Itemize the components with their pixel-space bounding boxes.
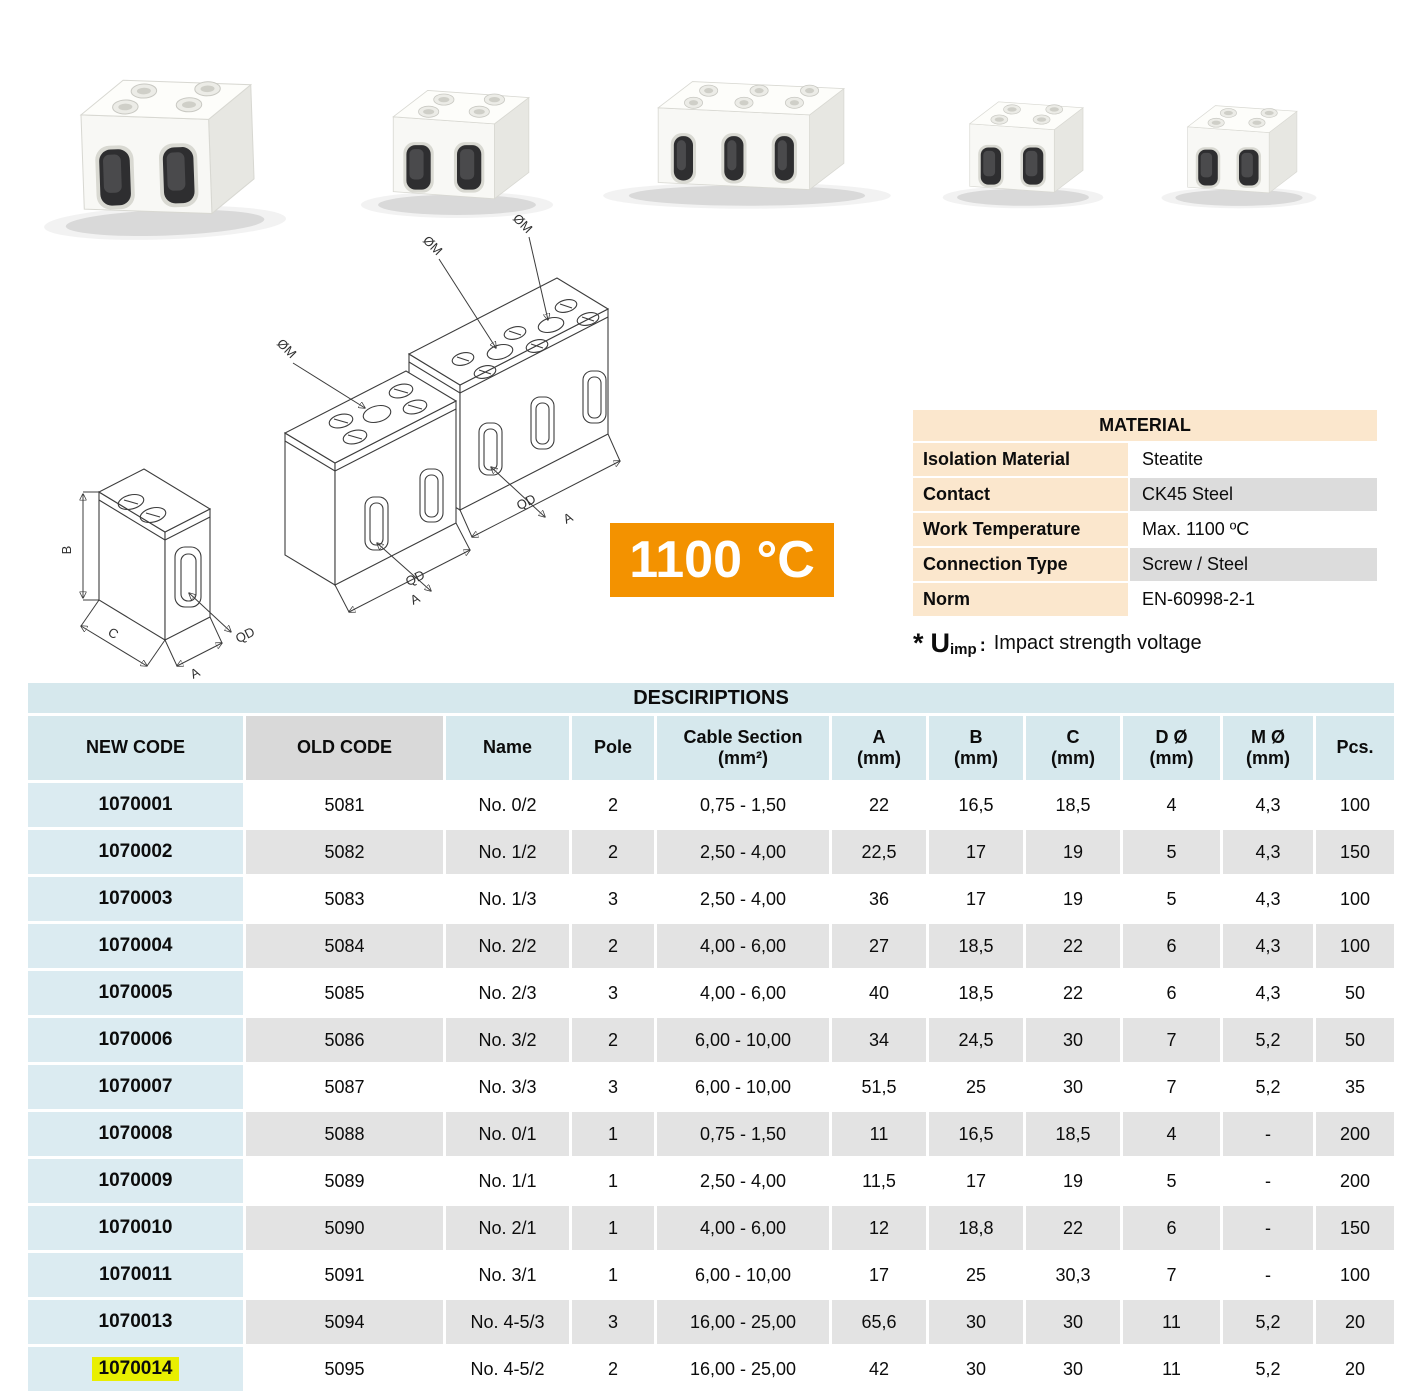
- material-table-title: MATERIAL: [913, 410, 1377, 441]
- footnote-star: *: [913, 628, 924, 658]
- table-cell: 6,00 - 10,00: [694, 1076, 792, 1097]
- table-cell: 2: [607, 1358, 618, 1379]
- product-photo-2pole-large: [22, 23, 301, 246]
- table-cell: 30: [1062, 1358, 1084, 1379]
- table-cell: 5088: [246, 1112, 443, 1156]
- table-cell: 25: [965, 1076, 987, 1097]
- material-label: Norm: [913, 583, 1128, 616]
- table-cell: 30,3: [1055, 1264, 1091, 1285]
- footnote-subscript: imp: [950, 641, 977, 658]
- table-cell: 17: [965, 888, 987, 909]
- table-cell: 5087: [324, 1076, 365, 1097]
- table-cell: No. 1/1: [478, 1170, 537, 1191]
- table-cell: 4,3: [1223, 830, 1313, 874]
- material-value: Max. 1100 ºC: [1142, 519, 1250, 539]
- table-cell: No. 2/2: [446, 924, 569, 968]
- drawing-1pole-block: [59, 469, 257, 682]
- table-cell: 36: [868, 888, 890, 909]
- new-code-cell: 1070001: [28, 783, 243, 827]
- table-cell: 22: [1026, 1206, 1120, 1250]
- product-photo-2pole-medium: [363, 50, 551, 220]
- table-cell: 40: [868, 982, 890, 1003]
- dim-label-b: B: [59, 545, 74, 555]
- table-cell: 0,75 - 1,50: [699, 794, 787, 815]
- table-cell: 22: [1062, 982, 1084, 1003]
- table-cell: 2,50 - 4,00: [699, 888, 787, 909]
- product-photo-2pole-small-1: [946, 68, 1100, 210]
- table-cell: 11,5: [862, 1170, 896, 1191]
- new-code-cell: 1070005: [28, 971, 243, 1015]
- table-cell: 11: [1123, 1300, 1220, 1344]
- table-cell: No. 1/2: [446, 830, 569, 874]
- table-cell: 4,3: [1255, 888, 1281, 909]
- table-cell: 150: [1316, 1206, 1394, 1250]
- table-cell: 3: [607, 888, 618, 909]
- material-value: Screw / Steel: [1130, 548, 1377, 581]
- table-cell: 2: [572, 830, 654, 874]
- dim-label-m: ØM: [510, 210, 536, 237]
- table-cell: 5,2: [1223, 1300, 1313, 1344]
- table-cell: 200: [1316, 1112, 1394, 1156]
- product-photo-3pole: [638, 38, 856, 214]
- column-header: NEW CODE: [28, 716, 243, 780]
- table-cell: 150: [1316, 830, 1394, 874]
- table-cell: 5,2: [1223, 1018, 1313, 1062]
- table-cell: 35: [1344, 1076, 1366, 1097]
- material-value: Steatite: [1142, 449, 1204, 469]
- table-cell: 5: [1166, 888, 1177, 909]
- table-cell: 5081: [324, 794, 365, 815]
- footnote-symbol: U: [930, 628, 951, 658]
- dim-label-a: A: [407, 590, 423, 608]
- column-header: Name: [446, 716, 569, 780]
- table-cell: 50: [1316, 1018, 1394, 1062]
- table-cell: 22: [868, 794, 890, 815]
- table-cell: 18,5: [958, 982, 994, 1003]
- material-table: [913, 410, 1377, 616]
- material-value: EN-60998-2-1: [1142, 589, 1256, 609]
- table-cell: 2,50 - 4,00: [699, 1170, 787, 1191]
- table-cell: No. 0/2: [478, 794, 537, 815]
- table-cell: 6: [1123, 1206, 1220, 1250]
- table-cell: 30: [929, 1300, 1023, 1344]
- product-photo-2pole-small-2: [1150, 73, 1328, 210]
- table-cell: 6,00 - 10,00: [694, 1264, 792, 1285]
- table-cell: 17: [929, 830, 1023, 874]
- dim-label-m: ØM: [274, 335, 300, 362]
- table-cell: 30: [1026, 1300, 1120, 1344]
- table-cell: -: [1265, 1264, 1271, 1285]
- material-label: Isolation Material: [913, 443, 1128, 476]
- table-cell: 4,3: [1255, 982, 1281, 1003]
- new-code-cell: 1070006: [28, 1018, 243, 1062]
- table-cell: 5090: [246, 1206, 443, 1250]
- table-cell: 30: [1026, 1018, 1120, 1062]
- table-cell: 19: [1062, 888, 1084, 909]
- dim-label-m: ØM: [420, 232, 446, 259]
- table-cell: No. 1/3: [478, 888, 537, 909]
- new-code-cell: 1070003: [28, 877, 243, 921]
- table-cell: 7: [1166, 1264, 1177, 1285]
- dim-label-qd: QD: [513, 490, 539, 514]
- dim-label-c: C: [105, 624, 122, 642]
- new-code-cell: 1070004: [28, 924, 243, 968]
- column-header: Pcs.: [1316, 716, 1394, 780]
- table-cell: No. 0/1: [446, 1112, 569, 1156]
- table-cell: -: [1223, 1112, 1313, 1156]
- column-header: B (mm): [929, 716, 1023, 780]
- table-cell: 6,00 - 10,00: [657, 1018, 829, 1062]
- table-cell: 100: [1339, 794, 1371, 815]
- footnote-text: Impact strength voltage: [993, 632, 1202, 654]
- new-code-cell: 1070013: [28, 1300, 243, 1344]
- table-cell: 5,2: [1255, 1076, 1281, 1097]
- material-label: Work Temperature: [913, 513, 1128, 546]
- column-header: A (mm): [832, 716, 926, 780]
- table-cell: 18,8: [929, 1206, 1023, 1250]
- table-cell: 25: [965, 1264, 987, 1285]
- table-cell: 1: [572, 1112, 654, 1156]
- table-cell: 18,5: [929, 924, 1023, 968]
- table-cell: 16,5: [929, 1112, 1023, 1156]
- dim-label-a: A: [560, 509, 576, 527]
- table-cell: No. 2/1: [446, 1206, 569, 1250]
- table-cell: 20: [1316, 1300, 1394, 1344]
- column-header: Cable Section (mm²): [657, 716, 829, 780]
- column-header: C (mm): [1026, 716, 1120, 780]
- table-cell: 4,00 - 6,00: [699, 982, 787, 1003]
- new-code-cell: 1070009: [28, 1159, 243, 1203]
- table-cell: -: [1223, 1206, 1313, 1250]
- table-cell: 65,6: [832, 1300, 926, 1344]
- table-cell: 5091: [324, 1264, 365, 1285]
- table-cell: 2: [607, 794, 618, 815]
- table-cell: 5083: [324, 888, 365, 909]
- table-cell: 100: [1316, 924, 1394, 968]
- dim-label-qd: QD: [232, 623, 258, 647]
- table-cell: 5082: [246, 830, 443, 874]
- table-cell: 18,5: [1026, 1112, 1120, 1156]
- new-code-cell: 1070002: [28, 830, 243, 874]
- table-cell: 100: [1339, 1264, 1371, 1285]
- table-cell: 3: [572, 1300, 654, 1344]
- table-cell: 19: [1062, 1170, 1084, 1191]
- table-cell: No. 4-5/2: [470, 1358, 545, 1379]
- table-cell: 3: [607, 1076, 618, 1097]
- new-code-cell: 1070007: [28, 1065, 243, 1109]
- descriptions-title: DESCIRIPTIONS: [28, 683, 1394, 713]
- table-cell: 6: [1123, 924, 1220, 968]
- table-cell: No. 3/3: [478, 1076, 537, 1097]
- table-cell: 100: [1339, 888, 1371, 909]
- column-header: OLD CODE: [246, 716, 443, 780]
- table-cell: 51,5: [861, 1076, 897, 1097]
- technical-drawings: [25, 210, 665, 683]
- table-cell: -: [1265, 1170, 1271, 1191]
- table-cell: 22,5: [832, 830, 926, 874]
- table-cell: 4,3: [1255, 794, 1281, 815]
- material-label: Contact: [913, 478, 1128, 511]
- new-code-cell: [28, 1347, 243, 1391]
- table-cell: 3: [607, 982, 618, 1003]
- table-cell: 18,5: [1055, 794, 1091, 815]
- material-label: Connection Type: [913, 548, 1128, 581]
- table-cell: 5086: [246, 1018, 443, 1062]
- table-cell: 5,2: [1255, 1358, 1281, 1379]
- table-cell: No. 2/3: [478, 982, 537, 1003]
- table-cell: No. 3/2: [446, 1018, 569, 1062]
- table-cell: 17: [868, 1264, 890, 1285]
- table-cell: 17: [965, 1170, 987, 1191]
- material-table-rows: [913, 443, 1377, 616]
- table-cell: 5: [1123, 830, 1220, 874]
- new-code-cell: 1070008: [28, 1112, 243, 1156]
- table-cell: 2: [572, 924, 654, 968]
- footnote-colon: :: [979, 635, 986, 655]
- table-cell: 1: [572, 1206, 654, 1250]
- table-cell: 50: [1344, 982, 1366, 1003]
- table-cell: 24,5: [929, 1018, 1023, 1062]
- table-cell: 42: [868, 1358, 890, 1379]
- table-cell: 1: [607, 1170, 618, 1191]
- table-cell: 1: [607, 1264, 618, 1285]
- table-cell: 0,75 - 1,50: [657, 1112, 829, 1156]
- table-cell: 16,5: [958, 794, 994, 815]
- table-cell: 2: [572, 1018, 654, 1062]
- material-value: CK45 Steel: [1130, 478, 1377, 511]
- table-cell: 7: [1166, 1076, 1177, 1097]
- descriptions-table: [28, 683, 1394, 1391]
- table-cell: 200: [1339, 1170, 1371, 1191]
- table-cell: 11: [1162, 1358, 1181, 1379]
- table-cell: 5084: [246, 924, 443, 968]
- table-cell: 22: [1026, 924, 1120, 968]
- table-cell: 34: [832, 1018, 926, 1062]
- uimp-footnote: [913, 630, 1202, 657]
- table-cell: No. 3/1: [478, 1264, 537, 1285]
- table-cell: 19: [1026, 830, 1120, 874]
- table-cell: 4: [1123, 1112, 1220, 1156]
- column-header: M Ø (mm): [1223, 716, 1313, 780]
- new-code-cell: 1070011: [28, 1253, 243, 1297]
- dim-label-a: A: [187, 664, 203, 682]
- table-cell: 5089: [324, 1170, 365, 1191]
- new-code-cell: 1070010: [28, 1206, 243, 1250]
- table-cell: 16,00 - 25,00: [689, 1358, 797, 1379]
- table-cell: 5: [1166, 1170, 1177, 1191]
- table-cell: 30: [965, 1358, 987, 1379]
- column-header: Pole: [572, 716, 654, 780]
- table-cell: 30: [1062, 1076, 1084, 1097]
- column-header: D Ø (mm): [1123, 716, 1220, 780]
- table-cell: 5094: [246, 1300, 443, 1344]
- table-cell: 11: [832, 1112, 926, 1156]
- table-cell: 4,00 - 6,00: [657, 924, 829, 968]
- table-cell: 6: [1166, 982, 1177, 1003]
- table-cell: 16,00 - 25,00: [657, 1300, 829, 1344]
- temperature-badge: 1100 °C: [610, 523, 834, 597]
- dim-label-qd: QD: [402, 566, 428, 590]
- table-cell: 7: [1123, 1018, 1220, 1062]
- table-cell: 20: [1344, 1358, 1366, 1379]
- table-cell: 2,50 - 4,00: [657, 830, 829, 874]
- table-cell: 12: [832, 1206, 926, 1250]
- table-cell: 27: [832, 924, 926, 968]
- table-cell: 4: [1166, 794, 1177, 815]
- table-cell: 5085: [324, 982, 365, 1003]
- table-cell: 4,3: [1223, 924, 1313, 968]
- table-cell: 4,00 - 6,00: [657, 1206, 829, 1250]
- table-cell: No. 4-5/3: [446, 1300, 569, 1344]
- highlighted-code: 1070014: [92, 1357, 180, 1381]
- table-cell: 5095: [324, 1358, 365, 1379]
